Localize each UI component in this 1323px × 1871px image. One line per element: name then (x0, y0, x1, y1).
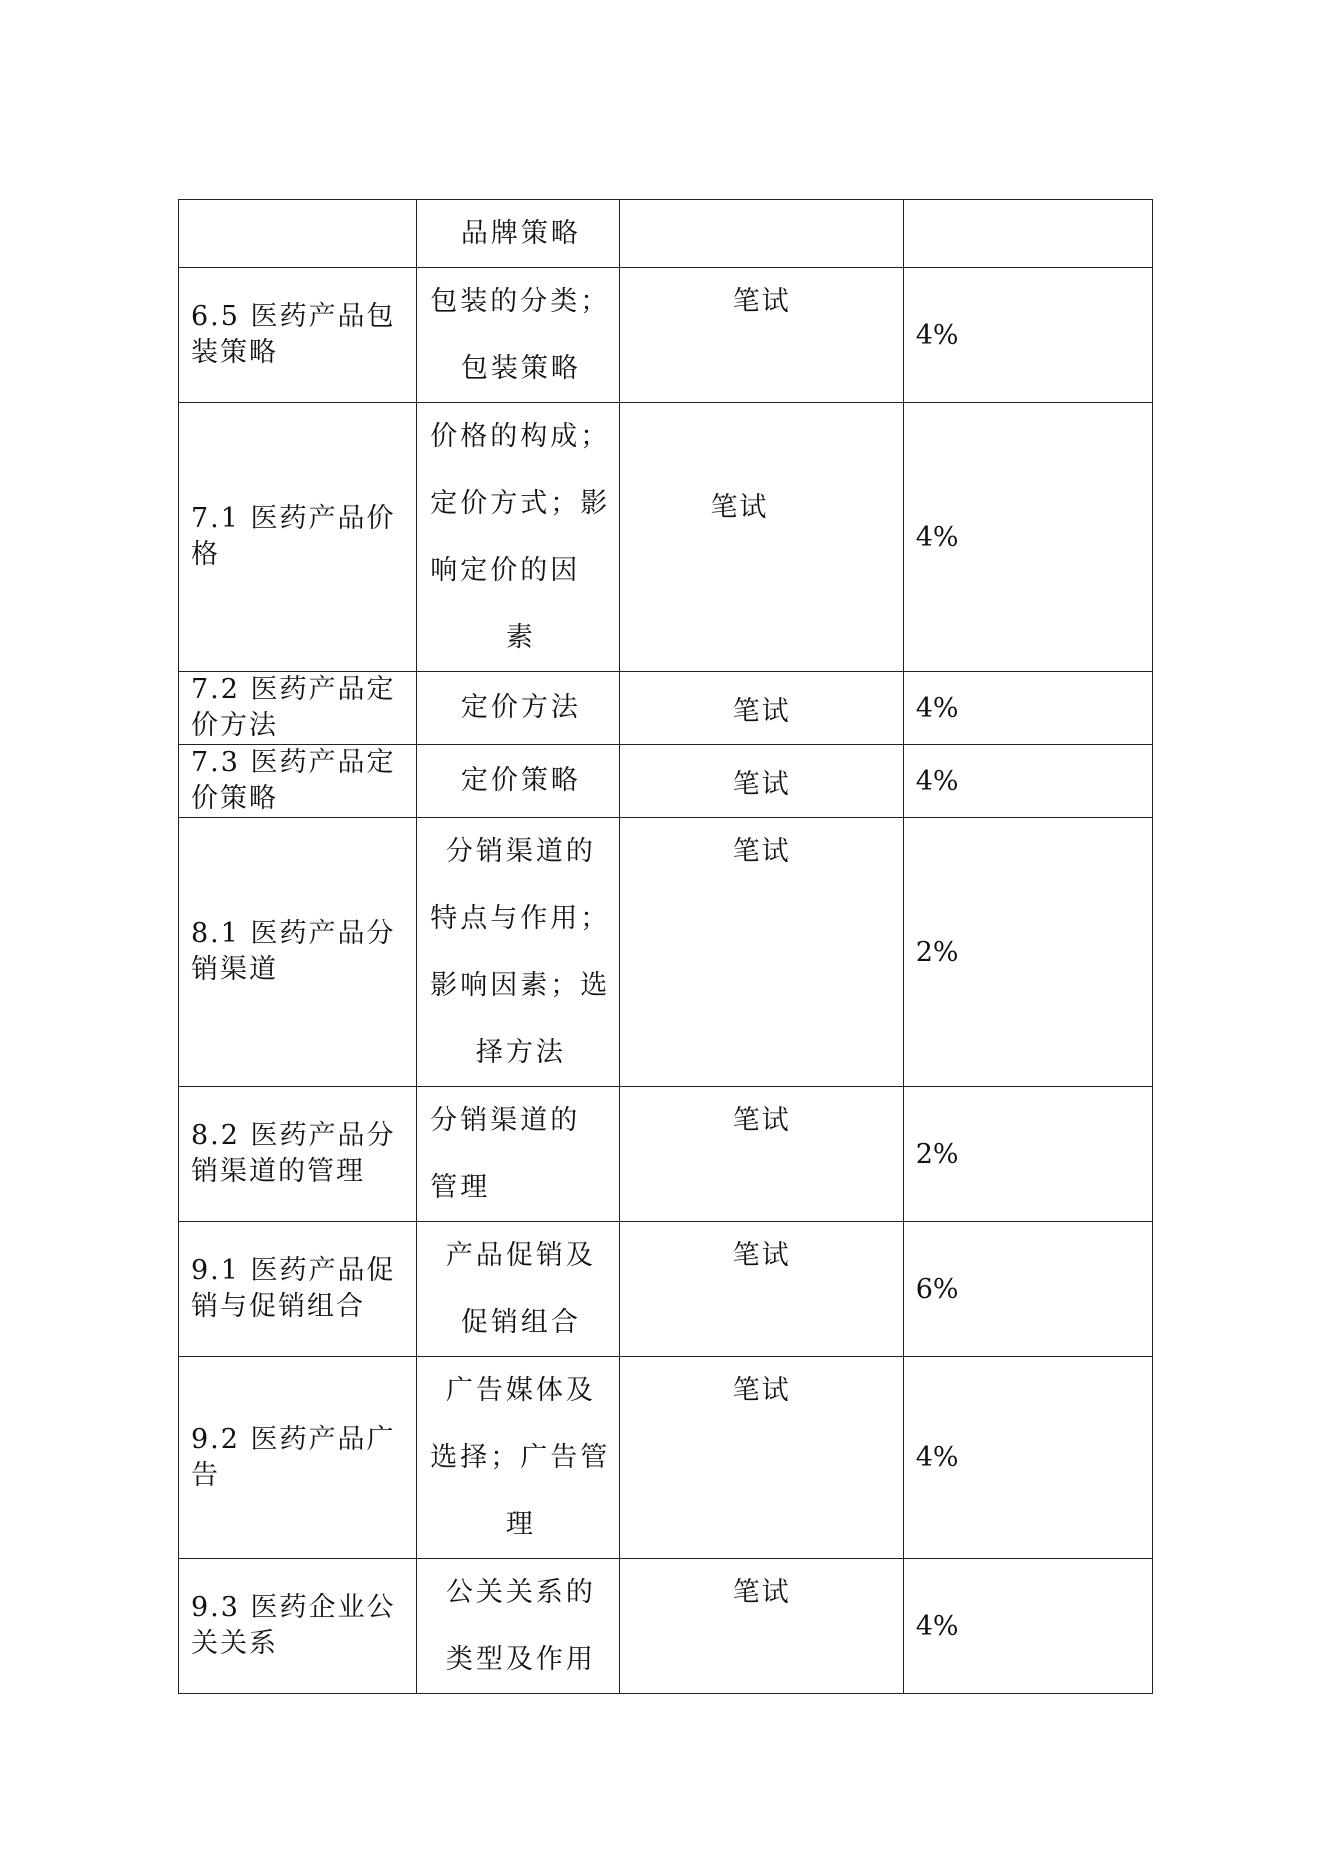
content-cell (417, 403, 620, 672)
table-row (179, 1559, 1153, 1694)
method-text: 笔试 (732, 836, 791, 867)
content-line: 公关关系的 (445, 1577, 596, 1608)
table-row (179, 403, 1153, 672)
method-cell (620, 403, 903, 672)
method-text: 笔试 (732, 1375, 791, 1406)
content-line: 定价方法 (460, 692, 581, 723)
topic-cell: 7.2 医药产品定价方法 (179, 672, 417, 745)
content-line: 选择；广告管 (430, 1442, 611, 1473)
content-cell (417, 818, 620, 1087)
weight-cell: 4% (903, 672, 1152, 745)
content-line: 定价方式；影 (430, 488, 611, 519)
content-line: 素 (505, 622, 536, 653)
content-cell (417, 200, 620, 268)
content-line: 包装策略 (460, 353, 581, 384)
method-text: 笔试 (732, 1577, 791, 1608)
method-text: 笔试 (710, 492, 769, 523)
content-line: 类型及作用 (445, 1644, 596, 1675)
table-row (179, 1222, 1153, 1357)
method-text: 笔试 (732, 1240, 791, 1271)
table-row (179, 818, 1153, 1087)
method-text: 笔试 (732, 286, 791, 317)
assessment-table (178, 199, 1153, 1694)
content-cell (417, 1357, 620, 1559)
content-line: 包装的分类； (430, 286, 611, 317)
method-cell (620, 1222, 903, 1357)
method-cell (620, 1357, 903, 1559)
table-row (179, 1357, 1153, 1559)
weight-cell: 2% (903, 1087, 1152, 1222)
weight-cell (903, 200, 1152, 268)
weight-cell: 6% (903, 1222, 1152, 1357)
topic-cell: 7.3 医药产品定价策略 (179, 745, 417, 818)
table-row (179, 200, 1153, 268)
content-line: 分销渠道的 (445, 836, 596, 867)
topic-cell: 9.1 医药产品促销与促销组合 (179, 1222, 417, 1357)
topic-cell: 6.5 医药产品包装策略 (179, 268, 417, 403)
weight-cell: 4% (903, 1357, 1152, 1559)
weight-cell: 4% (903, 268, 1152, 403)
topic-cell: 8.1 医药产品分销渠道 (179, 818, 417, 1087)
weight-cell: 4% (903, 403, 1152, 672)
topic-cell (179, 200, 417, 268)
method-text: 笔试 (732, 1105, 791, 1136)
content-line: 广告媒体及 (445, 1375, 596, 1406)
content-line: 价格的构成； (430, 421, 611, 452)
content-cell (417, 745, 620, 818)
content-line: 分销渠道的 (430, 1105, 581, 1136)
method-cell (620, 200, 903, 268)
content-cell (417, 268, 620, 403)
method-text: 笔试 (732, 695, 791, 727)
topic-cell: 8.2 医药产品分销渠道的管理 (179, 1087, 417, 1222)
content-line: 定价策略 (460, 765, 581, 796)
content-cell (417, 1222, 620, 1357)
content-line: 特点与作用； (430, 903, 611, 934)
content-line: 促销组合 (460, 1307, 581, 1338)
content-line: 产品促销及 (445, 1240, 596, 1271)
method-cell (620, 1087, 903, 1222)
method-text: 笔试 (732, 768, 791, 800)
method-cell (620, 745, 903, 818)
content-line: 理 (505, 1509, 536, 1540)
table-row (179, 745, 1153, 818)
method-cell (620, 1559, 903, 1694)
weight-cell: 4% (903, 1559, 1152, 1694)
weight-cell: 4% (903, 745, 1152, 818)
method-cell (620, 268, 903, 403)
content-line: 影响因素；选 (430, 970, 611, 1001)
content-line: 品牌策略 (460, 218, 581, 249)
method-cell (620, 818, 903, 1087)
content-cell (417, 672, 620, 745)
topic-cell: 7.1 医药产品价格 (179, 403, 417, 672)
method-cell (620, 672, 903, 745)
content-line: 管理 (430, 1172, 491, 1203)
content-line: 响定价的因 (430, 555, 581, 586)
content-cell (417, 1087, 620, 1222)
table-row (179, 672, 1153, 745)
topic-cell: 9.2 医药产品广告 (179, 1357, 417, 1559)
content-line: 择方法 (475, 1037, 566, 1068)
content-cell (417, 1559, 620, 1694)
weight-cell: 2% (903, 818, 1152, 1087)
topic-cell: 9.3 医药企业公关关系 (179, 1559, 417, 1694)
table-row (179, 268, 1153, 403)
table-row (179, 1087, 1153, 1222)
